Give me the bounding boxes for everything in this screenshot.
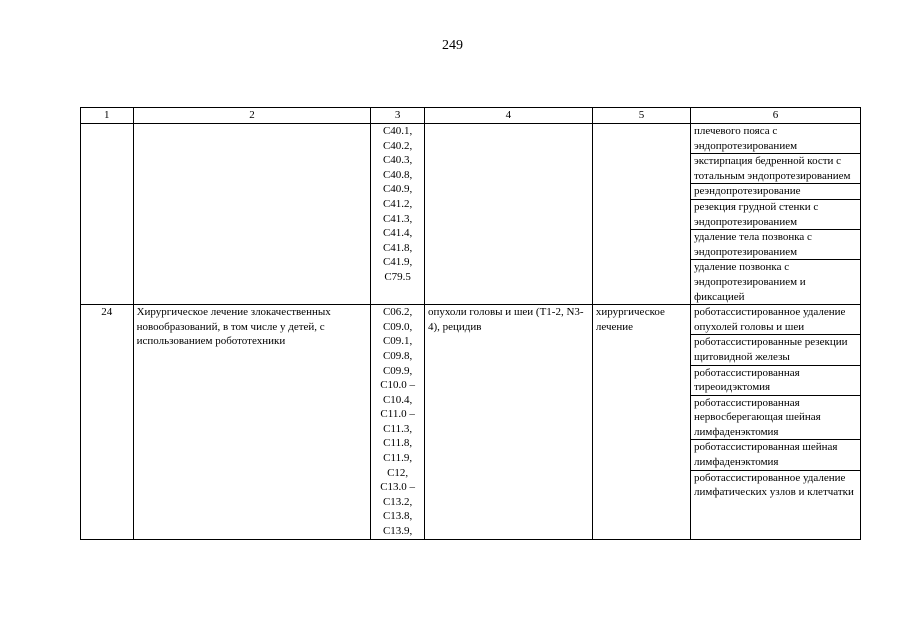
icd-code: C11.3, xyxy=(383,422,413,435)
icd-code: C13.8, xyxy=(382,510,413,523)
treatment-method: экстирпация бедренной кости с тотальным эндопротезированием xyxy=(691,154,860,184)
column-header-5: 5 xyxy=(592,108,690,124)
treatment-method: роботассистированная нервосберегающая шейная лимфаденэктомия xyxy=(691,396,860,441)
icd-code: C13.0 – xyxy=(380,481,416,494)
icd-code: C41.8, xyxy=(382,241,413,254)
icd-code: C40.3, xyxy=(382,154,413,167)
column-header-6: 6 xyxy=(691,108,861,124)
icd-code: C41.2, xyxy=(382,197,413,210)
icd-code: C11.9, xyxy=(383,452,413,465)
care-type-cell xyxy=(133,124,371,305)
icd-code: C09.9, xyxy=(382,364,413,377)
icd-code: C79.5 xyxy=(384,270,411,283)
icd-code: C09.0, xyxy=(382,320,413,333)
icd-code: C10.0 – xyxy=(380,379,416,392)
treatment-method: удаление позвонка с эндопротезированием и фиксацией xyxy=(694,261,806,303)
icd-code: C40.2, xyxy=(382,139,413,152)
care-type-cell: Хирургическое лечение злокачественных новообразований, в том числе у детей, с использованием робототехники xyxy=(133,305,371,540)
icd-code: C09.1, xyxy=(382,335,413,348)
treatment-method: роботассистированное удаление опухолей головы и шеи xyxy=(691,305,860,335)
patient-model-cell xyxy=(424,124,592,305)
treatment-method: роботассистированное удаление лимфатических узлов и клетчатки xyxy=(694,471,854,499)
patient-model-cell: опухоли головы и шеи (T1-2, N3-4), рецидив xyxy=(424,305,592,540)
column-header-2: 2 xyxy=(133,108,371,124)
table-row xyxy=(81,124,861,305)
medical-care-table xyxy=(80,107,861,540)
column-header-4: 4 xyxy=(424,108,592,124)
icd-code: C11.8, xyxy=(383,437,413,450)
treatment-method: плечевого пояса с эндопротезированием xyxy=(691,124,860,154)
page-number: 249 xyxy=(442,38,463,53)
icd-code: C41.9, xyxy=(382,256,413,269)
treatment-method: роботассистированная шейная лимфаденэктомия xyxy=(691,440,860,470)
icd-code: C11.0 – xyxy=(380,408,415,421)
icd-code: C40.8, xyxy=(382,168,413,181)
icd-code: C12, xyxy=(387,466,409,479)
treatment-method: роботассистированные резекции щитовидной железы xyxy=(691,335,860,365)
treatment-methods-cell xyxy=(691,305,861,540)
icd-code: C13.9, xyxy=(382,525,413,538)
icd-codes-cell xyxy=(371,124,425,305)
treatment-type-cell: хирургическое лечение xyxy=(592,305,690,540)
icd-codes-cell xyxy=(371,305,425,540)
icd-code: C06.2, xyxy=(382,306,413,319)
column-header-3: 3 xyxy=(371,108,425,124)
row-number-cell xyxy=(81,124,134,305)
table-row xyxy=(81,305,861,540)
treatment-method: резекция грудной стенки с эндопротезированием xyxy=(691,200,860,230)
row-number-cell: 24 xyxy=(81,305,134,540)
icd-code: C13.2, xyxy=(382,495,413,508)
treatment-method: роботассистированная тиреоидэктомия xyxy=(691,366,860,396)
column-header-1: 1 xyxy=(81,108,134,124)
icd-code: C41.4, xyxy=(382,227,413,240)
treatment-methods-cell xyxy=(691,124,861,305)
icd-code: C40.9, xyxy=(382,183,413,196)
icd-code: C10.4, xyxy=(382,393,413,406)
header-row xyxy=(81,108,861,124)
icd-code: C09.8, xyxy=(382,349,413,362)
treatment-method: реэндопротезирование xyxy=(691,184,860,200)
icd-code: C41.3, xyxy=(382,212,413,225)
treatment-type-cell xyxy=(592,124,690,305)
treatment-method: удаление тела позвонка с эндопротезированием xyxy=(691,230,860,260)
icd-code: C40.1, xyxy=(382,125,413,137)
